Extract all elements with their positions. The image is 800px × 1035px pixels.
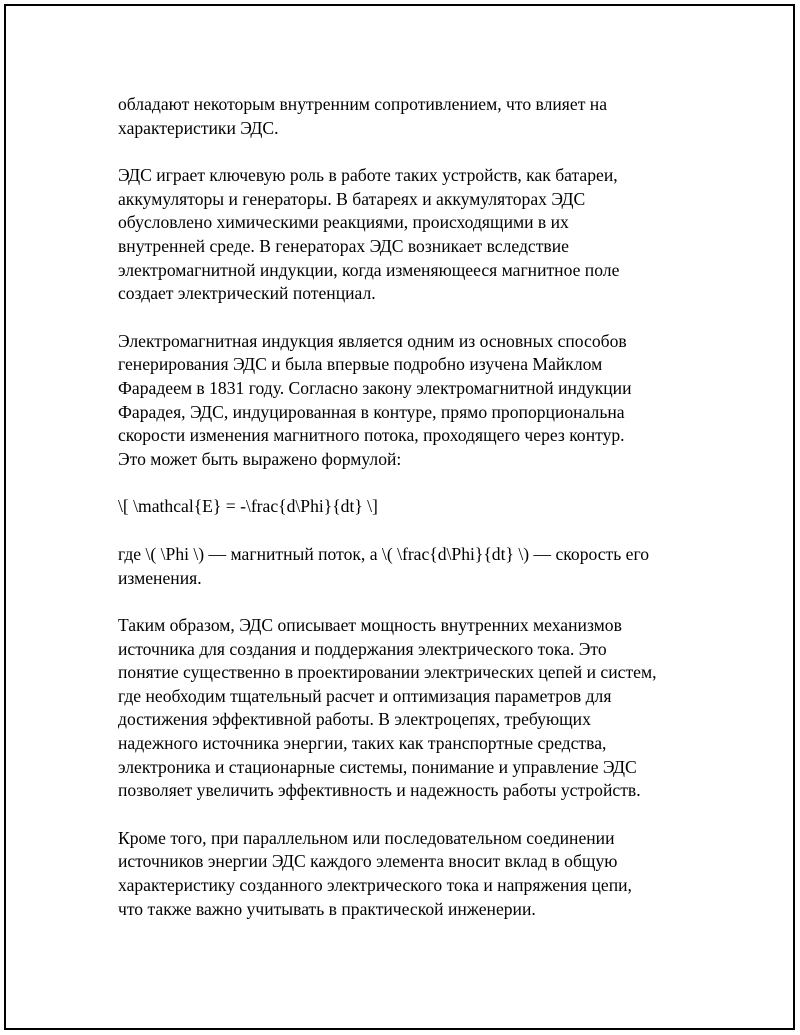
text-line: ЭДС играет ключевую роль в работе таких устройств, как батареи, — [118, 165, 618, 186]
text-line: позволяет увеличить эффективность и надежность работы устройств. — [118, 780, 641, 801]
text-line: Кроме того, при параллельном или последовательном соединении — [118, 827, 615, 848]
text-line: изменения. — [118, 567, 202, 588]
text-line: аккумуляторы и генераторы. В батареях и аккумуляторах ЭДС — [118, 188, 586, 209]
text-line: обладают некоторым внутренним сопротивлением, что влияет на — [118, 94, 608, 114]
text-line: Это может быть выражено формулой: — [118, 448, 402, 469]
text-line: где необходим тщательный расчет и оптимизация параметров для — [118, 685, 612, 706]
paragraph-emf-role — [118, 164, 718, 306]
text-line: Фарадея, ЭДС, индуцированная в контуре, прямо пропорциональна — [118, 401, 625, 422]
text-line: где \( \Phi \) — магнитный поток, а \( \frac{d\Phi}{dt} \) — скорость его — [118, 543, 650, 564]
paragraph-internal-resistance — [118, 93, 718, 140]
text-line: Таким образом, ЭДС описывает мощность внутренних механизмов — [118, 615, 622, 636]
paragraph-formula-explanation — [118, 543, 718, 590]
text-line: что также важно учитывать в практической инженерии. — [118, 898, 536, 919]
paragraph-emf-summary — [118, 614, 718, 803]
text-line: обусловлено химическими реакциями, происходящими в их — [118, 212, 569, 233]
paragraph-series-parallel — [118, 827, 718, 921]
text-line: Фарадеем в 1831 году. Согласно закону электромагнитной индукции — [118, 377, 632, 398]
text-line: надежного источника энергии, таких как транспортные средства, — [118, 733, 607, 754]
text-line: понятие существенно в проектировании электрических цепей и систем, — [118, 662, 657, 683]
text-line: Электромагнитная индукция является одним из основных способов — [118, 330, 627, 351]
paragraph-electromagnetic-induction — [118, 330, 718, 472]
text-line: электромагнитной индукции, когда изменяющееся магнитное поле — [118, 259, 620, 280]
text-line: источников энергии ЭДС каждого элемента вносит вклад в общую — [118, 851, 618, 872]
text-line: генерирования ЭДС и была впервые подробно изучена Майклом — [118, 354, 603, 375]
text-line: внутренней среде. В генераторах ЭДС возникает вследствие — [118, 235, 569, 256]
text-line: характеристики ЭДС. — [118, 117, 279, 138]
formula-line: \[ \mathcal{E} = -\frac{d\Phi}{dt} \] — [118, 496, 378, 517]
text-line: характеристику созданного электрического тока и напряжения цепи, — [118, 875, 632, 896]
text-line: электроника и стационарные системы, понимание и управление ЭДС — [118, 756, 637, 777]
document-body — [118, 93, 718, 945]
paragraph-formula — [118, 495, 718, 519]
text-line: достижения эффективной работы. В электроцепях, требующих — [118, 709, 591, 730]
text-line: источника для создания и поддержания электрического тока. Это — [118, 638, 607, 659]
text-line: скорости изменения магнитного потока, проходящего через контур. — [118, 425, 625, 446]
text-line: создает электрический потенциал. — [118, 283, 376, 304]
